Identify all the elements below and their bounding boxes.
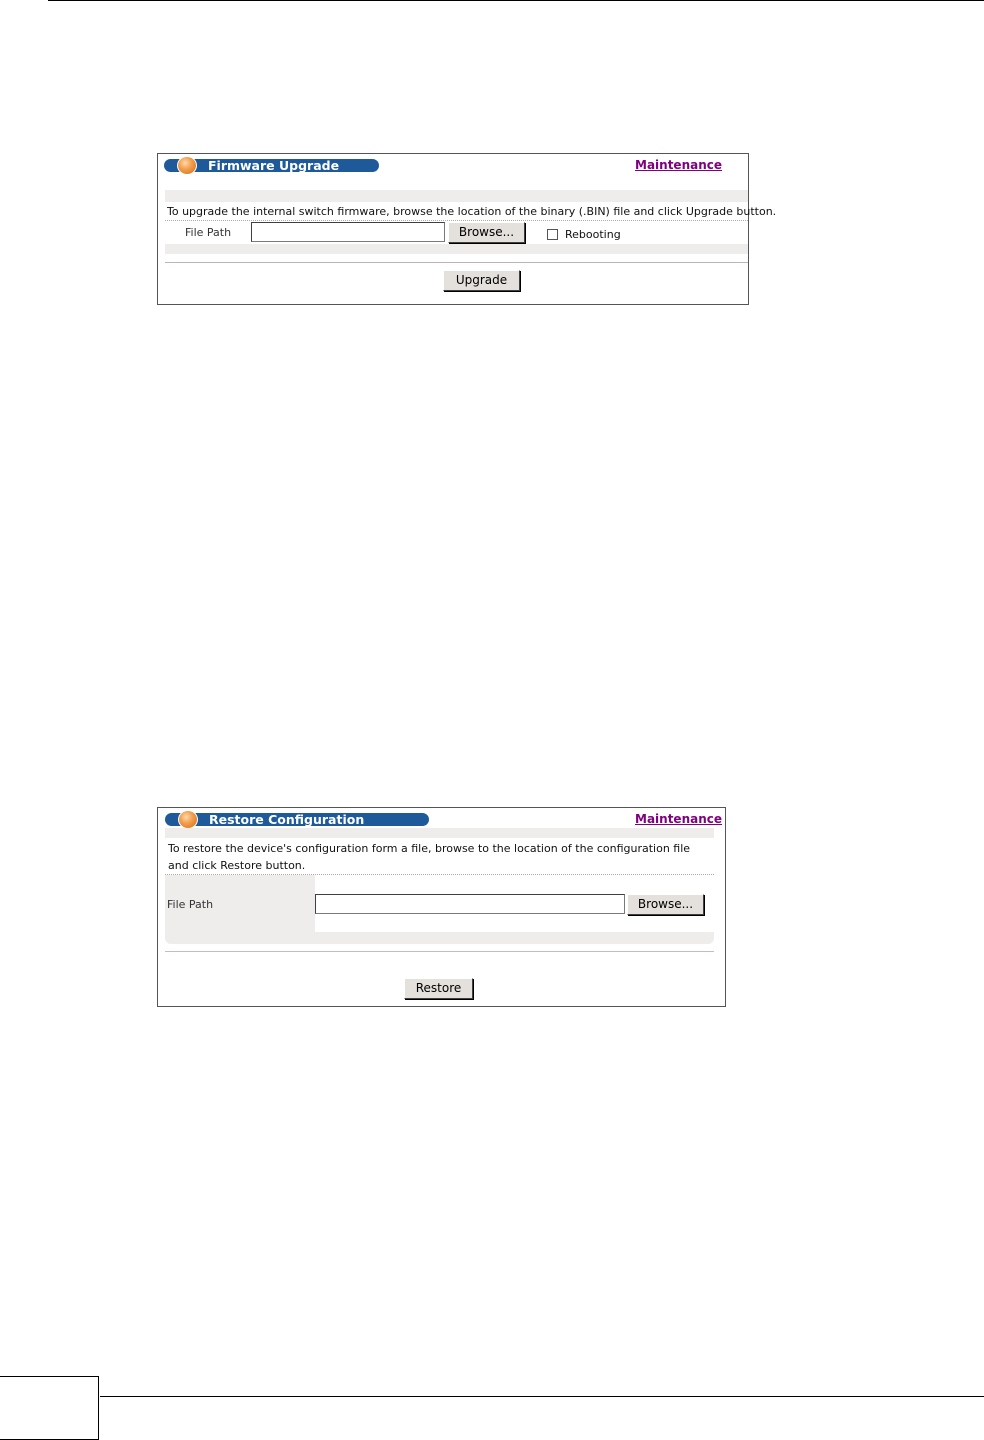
restore-configuration-title-bar — [165, 813, 429, 826]
file-path-label: File Path — [185, 226, 232, 239]
footer-rule — [100, 1396, 984, 1397]
band-top — [165, 828, 714, 838]
file-path-input[interactable] — [315, 894, 625, 914]
upgrade-button[interactable]: Upgrade — [443, 270, 520, 291]
orb-icon — [178, 810, 198, 829]
rebooting-checkbox[interactable] — [547, 229, 558, 240]
orb-icon — [177, 156, 197, 175]
panel-title: Firmware Upgrade — [208, 158, 340, 173]
page-number-box — [0, 1376, 99, 1440]
band-top — [165, 190, 748, 202]
restore-description: To restore the device's configuration form a file, browse to the location of the configuration file and click Restore button. — [168, 842, 691, 872]
divider — [165, 220, 748, 221]
rebooting-label: Rebooting — [565, 228, 621, 241]
band-bottom — [165, 244, 748, 254]
firmware-upgrade-panel — [157, 153, 777, 305]
browse-button[interactable]: Browse... — [627, 894, 704, 915]
file-path-label: File Path — [167, 898, 214, 911]
firmware-upgrade-title-bar — [164, 159, 379, 172]
file-path-input[interactable] — [251, 222, 445, 242]
separator — [165, 951, 714, 952]
maintenance-link[interactable]: Maintenance — [635, 812, 723, 826]
restore-button[interactable]: Restore — [404, 978, 473, 999]
firmware-description: To upgrade the internal switch firmware, browse the location of the binary (.BIN) file and click Upgrade button. — [167, 205, 777, 218]
panel-title: Restore Configuration — [209, 812, 365, 827]
browse-button[interactable]: Browse... — [448, 222, 525, 243]
restore-configuration-panel — [157, 807, 726, 1007]
separator — [165, 262, 748, 263]
header-rule — [48, 0, 984, 1]
maintenance-link[interactable]: Maintenance — [635, 158, 723, 172]
band-bottom — [165, 932, 714, 944]
